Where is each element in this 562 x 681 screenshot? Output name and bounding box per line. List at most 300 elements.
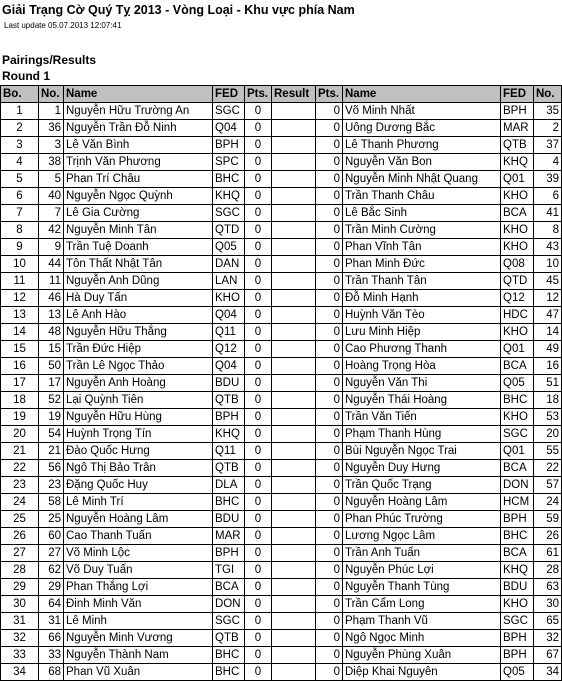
white-no-cell: 54: [39, 426, 64, 443]
white-no-cell: 27: [39, 545, 64, 562]
header-result: Result: [272, 86, 316, 103]
white-fed-cell: DLA: [213, 477, 245, 494]
white-name-cell: Nguyễn Minh Vương: [64, 630, 213, 647]
white-name-cell: Nguyễn Anh Dũng: [64, 273, 213, 290]
white-fed-cell: BPH: [213, 409, 245, 426]
result-cell: [272, 664, 316, 681]
table-row: [1, 426, 562, 443]
white-fed-cell: BDU: [213, 375, 245, 392]
white-fed-cell: QTB: [213, 460, 245, 477]
black-pts-cell: 0: [316, 256, 343, 273]
white-pts-cell: 0: [245, 494, 272, 511]
white-pts-cell: 0: [245, 205, 272, 222]
black-fed-cell: QTB: [501, 137, 534, 154]
result-cell: [272, 460, 316, 477]
white-name-cell: Lê Minh Trí: [64, 494, 213, 511]
result-cell: [272, 154, 316, 171]
black-name-cell: Nguyễn Thanh Tùng: [343, 579, 501, 596]
black-name-cell: Lương Ngọc Lâm: [343, 528, 501, 545]
black-no-cell: 12: [534, 290, 562, 307]
black-name-cell: Trần Thanh Châu: [343, 188, 501, 205]
white-name-cell: Phan Thắng Lợi: [64, 579, 213, 596]
black-pts-cell: 0: [316, 477, 343, 494]
black-fed-cell: DON: [501, 477, 534, 494]
black-no-cell: 4: [534, 154, 562, 171]
white-name-cell: Nguyễn Hữu Thắng: [64, 324, 213, 341]
black-no-cell: 6: [534, 188, 562, 205]
board-cell: 16: [1, 358, 39, 375]
black-pts-cell: 0: [316, 290, 343, 307]
black-fed-cell: KHO: [501, 324, 534, 341]
black-fed-cell: HDC: [501, 307, 534, 324]
board-cell: 5: [1, 171, 39, 188]
black-no-cell: 35: [534, 103, 562, 120]
white-name-cell: Hà Duy Tấn: [64, 290, 213, 307]
board-cell: 14: [1, 324, 39, 341]
black-pts-cell: 0: [316, 375, 343, 392]
black-name-cell: Uông Dương Bắc: [343, 120, 501, 137]
table-row: [1, 358, 562, 375]
white-fed-cell: BPH: [213, 545, 245, 562]
black-no-cell: 22: [534, 460, 562, 477]
white-no-cell: 1: [39, 103, 64, 120]
board-cell: 30: [1, 596, 39, 613]
black-fed-cell: BPH: [501, 511, 534, 528]
table-row: [1, 494, 562, 511]
white-name-cell: Võ Duy Tuấn: [64, 562, 213, 579]
black-pts-cell: 0: [316, 273, 343, 290]
black-pts-cell: 0: [316, 341, 343, 358]
white-fed-cell: Q05: [213, 239, 245, 256]
table-row: [1, 562, 562, 579]
white-no-cell: 3: [39, 137, 64, 154]
board-cell: 13: [1, 307, 39, 324]
black-pts-cell: 0: [316, 613, 343, 630]
black-fed-cell: Q01: [501, 171, 534, 188]
black-no-cell: 10: [534, 256, 562, 273]
black-fed-cell: MAR: [501, 120, 534, 137]
table-row: [1, 409, 562, 426]
white-no-cell: 17: [39, 375, 64, 392]
round-title: Round 1: [2, 69, 50, 83]
black-pts-cell: 0: [316, 409, 343, 426]
white-no-cell: 29: [39, 579, 64, 596]
result-cell: [272, 409, 316, 426]
black-name-cell: Phạm Thanh Hùng: [343, 426, 501, 443]
table-row: [1, 545, 562, 562]
board-cell: 2: [1, 120, 39, 137]
black-no-cell: 28: [534, 562, 562, 579]
black-no-cell: 16: [534, 358, 562, 375]
black-name-cell: Trần Thanh Tân: [343, 273, 501, 290]
white-fed-cell: Q11: [213, 324, 245, 341]
black-name-cell: Trần Quốc Trạng: [343, 477, 501, 494]
black-fed-cell: KHO: [501, 188, 534, 205]
white-name-cell: Trịnh Văn Phương: [64, 154, 213, 171]
white-pts-cell: 0: [245, 409, 272, 426]
black-pts-cell: 0: [316, 460, 343, 477]
white-pts-cell: 0: [245, 596, 272, 613]
board-cell: 19: [1, 409, 39, 426]
board-cell: 12: [1, 290, 39, 307]
white-pts-cell: 0: [245, 307, 272, 324]
black-no-cell: 20: [534, 426, 562, 443]
black-fed-cell: KHO: [501, 409, 534, 426]
black-fed-cell: Q01: [501, 341, 534, 358]
result-cell: [272, 443, 316, 460]
table-row: [1, 103, 562, 120]
white-pts-cell: 0: [245, 239, 272, 256]
header-black-fed: FED: [501, 86, 534, 103]
black-no-cell: 45: [534, 273, 562, 290]
header-black-name: Name: [343, 86, 501, 103]
black-name-cell: Lê Bắc Sinh: [343, 205, 501, 222]
white-no-cell: 38: [39, 154, 64, 171]
white-pts-cell: 0: [245, 545, 272, 562]
black-fed-cell: BCA: [501, 358, 534, 375]
board-cell: 1: [1, 103, 39, 120]
black-fed-cell: SGC: [501, 613, 534, 630]
board-cell: 4: [1, 154, 39, 171]
table-row: [1, 596, 562, 613]
header-black-no: No.: [534, 86, 562, 103]
table-row: [1, 511, 562, 528]
table-row: [1, 137, 562, 154]
black-fed-cell: Q05: [501, 375, 534, 392]
result-cell: [272, 103, 316, 120]
board-cell: 6: [1, 188, 39, 205]
white-no-cell: 21: [39, 443, 64, 460]
white-fed-cell: BCA: [213, 579, 245, 596]
white-name-cell: Trần Đức Hiệp: [64, 341, 213, 358]
white-no-cell: 58: [39, 494, 64, 511]
table-row: [1, 222, 562, 239]
black-fed-cell: Q12: [501, 290, 534, 307]
white-pts-cell: 0: [245, 324, 272, 341]
black-pts-cell: 0: [316, 528, 343, 545]
result-cell: [272, 562, 316, 579]
board-cell: 23: [1, 477, 39, 494]
white-no-cell: 36: [39, 120, 64, 137]
black-fed-cell: Q08: [501, 256, 534, 273]
header-row: [1, 86, 562, 103]
board-cell: 28: [1, 562, 39, 579]
white-pts-cell: 0: [245, 375, 272, 392]
white-no-cell: 19: [39, 409, 64, 426]
white-no-cell: 60: [39, 528, 64, 545]
black-pts-cell: 0: [316, 443, 343, 460]
black-name-cell: Võ Minh Nhất: [343, 103, 501, 120]
black-no-cell: 26: [534, 528, 562, 545]
board-cell: 22: [1, 460, 39, 477]
white-name-cell: Nguyễn Hữu Trường An: [64, 103, 213, 120]
black-pts-cell: 0: [316, 596, 343, 613]
black-no-cell: 32: [534, 630, 562, 647]
white-no-cell: 25: [39, 511, 64, 528]
table-row: [1, 647, 562, 664]
result-cell: [272, 511, 316, 528]
white-no-cell: 46: [39, 290, 64, 307]
white-no-cell: 11: [39, 273, 64, 290]
black-no-cell: 65: [534, 613, 562, 630]
table-row: [1, 613, 562, 630]
black-no-cell: 53: [534, 409, 562, 426]
black-name-cell: Phan Minh Đức: [343, 256, 501, 273]
black-pts-cell: 0: [316, 494, 343, 511]
black-pts-cell: 0: [316, 545, 343, 562]
result-cell: [272, 188, 316, 205]
white-fed-cell: Q04: [213, 358, 245, 375]
white-no-cell: 66: [39, 630, 64, 647]
white-name-cell: Ngô Thị Bảo Trân: [64, 460, 213, 477]
board-cell: 15: [1, 341, 39, 358]
result-cell: [272, 324, 316, 341]
black-name-cell: Cao Phương Thanh: [343, 341, 501, 358]
board-cell: 11: [1, 273, 39, 290]
result-cell: [272, 307, 316, 324]
black-name-cell: Nguyễn Minh Nhật Quang: [343, 171, 501, 188]
black-name-cell: Diệp Khai Nguyên: [343, 664, 501, 681]
white-pts-cell: 0: [245, 477, 272, 494]
black-pts-cell: 0: [316, 154, 343, 171]
table-row: [1, 324, 562, 341]
black-pts-cell: 0: [316, 647, 343, 664]
header-black-pts: Pts.: [316, 86, 343, 103]
black-fed-cell: BCA: [501, 545, 534, 562]
black-name-cell: Nguyễn Duy Hưng: [343, 460, 501, 477]
black-pts-cell: 0: [316, 324, 343, 341]
white-pts-cell: 0: [245, 664, 272, 681]
white-no-cell: 64: [39, 596, 64, 613]
white-no-cell: 40: [39, 188, 64, 205]
result-cell: [272, 256, 316, 273]
white-no-cell: 5: [39, 171, 64, 188]
table-row: [1, 443, 562, 460]
black-no-cell: 37: [534, 137, 562, 154]
black-pts-cell: 0: [316, 664, 343, 681]
table-row: [1, 307, 562, 324]
black-fed-cell: SGC: [501, 426, 534, 443]
black-no-cell: 39: [534, 171, 562, 188]
white-name-cell: Lê Anh Hào: [64, 307, 213, 324]
white-pts-cell: 0: [245, 171, 272, 188]
white-no-cell: 33: [39, 647, 64, 664]
white-pts-cell: 0: [245, 528, 272, 545]
result-cell: [272, 579, 316, 596]
table-row: [1, 171, 562, 188]
black-fed-cell: BCA: [501, 460, 534, 477]
white-no-cell: 15: [39, 341, 64, 358]
black-pts-cell: 0: [316, 137, 343, 154]
white-name-cell: Nguyễn Minh Tân: [64, 222, 213, 239]
white-fed-cell: QTB: [213, 392, 245, 409]
board-cell: 34: [1, 664, 39, 681]
white-name-cell: Cao Thanh Tuấn: [64, 528, 213, 545]
black-no-cell: 18: [534, 392, 562, 409]
white-name-cell: Lê Minh: [64, 613, 213, 630]
black-pts-cell: 0: [316, 392, 343, 409]
result-cell: [272, 426, 316, 443]
header-white-name: Name: [64, 86, 213, 103]
board-cell: 8: [1, 222, 39, 239]
white-name-cell: Đào Quốc Hưng: [64, 443, 213, 460]
page-title: Giải Trạng Cờ Quý Tỵ 2013 - Vòng Loại - Khu vực phía Nam: [2, 3, 355, 17]
black-pts-cell: 0: [316, 579, 343, 596]
black-no-cell: 8: [534, 222, 562, 239]
white-no-cell: 56: [39, 460, 64, 477]
table-row: [1, 664, 562, 681]
result-cell: [272, 120, 316, 137]
white-fed-cell: SPC: [213, 154, 245, 171]
white-no-cell: 48: [39, 324, 64, 341]
black-no-cell: 67: [534, 647, 562, 664]
black-name-cell: Bùi Nguyễn Ngọc Trai: [343, 443, 501, 460]
board-cell: 31: [1, 613, 39, 630]
board-cell: 27: [1, 545, 39, 562]
result-cell: [272, 273, 316, 290]
white-pts-cell: 0: [245, 137, 272, 154]
white-name-cell: Nguyễn Trần Đỗ Ninh: [64, 120, 213, 137]
black-pts-cell: 0: [316, 358, 343, 375]
white-pts-cell: 0: [245, 443, 272, 460]
white-fed-cell: Q04: [213, 120, 245, 137]
result-cell: [272, 647, 316, 664]
white-name-cell: Tôn Thất Nhật Tân: [64, 256, 213, 273]
result-cell: [272, 494, 316, 511]
result-cell: [272, 596, 316, 613]
white-name-cell: Huỳnh Trọng Tín: [64, 426, 213, 443]
white-pts-cell: 0: [245, 579, 272, 596]
white-no-cell: 62: [39, 562, 64, 579]
result-cell: [272, 613, 316, 630]
black-pts-cell: 0: [316, 222, 343, 239]
white-fed-cell: DON: [213, 596, 245, 613]
white-fed-cell: BHC: [213, 171, 245, 188]
pairings-table: [0, 85, 562, 681]
table-row: [1, 341, 562, 358]
black-name-cell: Ngô Ngọc Minh: [343, 630, 501, 647]
black-name-cell: Nguyễn Văn Bon: [343, 154, 501, 171]
black-fed-cell: KHQ: [501, 562, 534, 579]
white-no-cell: 7: [39, 205, 64, 222]
result-cell: [272, 528, 316, 545]
white-no-cell: 50: [39, 358, 64, 375]
board-cell: 20: [1, 426, 39, 443]
white-name-cell: Phan Vũ Xuân: [64, 664, 213, 681]
white-name-cell: Đặng Quốc Huy: [64, 477, 213, 494]
white-fed-cell: Q11: [213, 443, 245, 460]
black-fed-cell: BHC: [501, 392, 534, 409]
black-name-cell: Phan Vĩnh Tân: [343, 239, 501, 256]
board-cell: 7: [1, 205, 39, 222]
table-row: [1, 579, 562, 596]
white-pts-cell: 0: [245, 426, 272, 443]
black-name-cell: Trần Văn Tiến: [343, 409, 501, 426]
white-pts-cell: 0: [245, 630, 272, 647]
black-name-cell: Nguyễn Văn Thi: [343, 375, 501, 392]
black-no-cell: 34: [534, 664, 562, 681]
table-row: [1, 154, 562, 171]
result-cell: [272, 137, 316, 154]
black-fed-cell: HCM: [501, 494, 534, 511]
white-fed-cell: SGC: [213, 103, 245, 120]
white-fed-cell: LAN: [213, 273, 245, 290]
white-pts-cell: 0: [245, 392, 272, 409]
black-name-cell: Trần Cẩm Long: [343, 596, 501, 613]
black-no-cell: 47: [534, 307, 562, 324]
white-name-cell: Đinh Minh Văn: [64, 596, 213, 613]
result-cell: [272, 545, 316, 562]
board-cell: 32: [1, 630, 39, 647]
white-name-cell: Nguyễn Hoàng Lâm: [64, 511, 213, 528]
white-no-cell: 52: [39, 392, 64, 409]
black-no-cell: 55: [534, 443, 562, 460]
white-name-cell: Phan Trí Châu: [64, 171, 213, 188]
white-pts-cell: 0: [245, 647, 272, 664]
white-fed-cell: BHC: [213, 664, 245, 681]
black-no-cell: 2: [534, 120, 562, 137]
black-name-cell: Trần Minh Cường: [343, 222, 501, 239]
last-update-text: Last update 05.07.2013 12:07:41: [4, 21, 122, 30]
white-fed-cell: DAN: [213, 256, 245, 273]
result-cell: [272, 239, 316, 256]
black-fed-cell: BPH: [501, 630, 534, 647]
white-name-cell: Võ Minh Lộc: [64, 545, 213, 562]
white-fed-cell: Q12: [213, 341, 245, 358]
white-name-cell: Nguyễn Thành Nam: [64, 647, 213, 664]
white-fed-cell: BHC: [213, 647, 245, 664]
white-pts-cell: 0: [245, 290, 272, 307]
result-cell: [272, 358, 316, 375]
white-fed-cell: KHQ: [213, 188, 245, 205]
white-no-cell: 9: [39, 239, 64, 256]
board-cell: 17: [1, 375, 39, 392]
board-cell: 21: [1, 443, 39, 460]
board-cell: 18: [1, 392, 39, 409]
white-fed-cell: BPH: [213, 137, 245, 154]
black-name-cell: Huỳnh Văn Tèo: [343, 307, 501, 324]
table-row: [1, 630, 562, 647]
black-name-cell: Phan Phúc Trường: [343, 511, 501, 528]
white-no-cell: 42: [39, 222, 64, 239]
table-row: [1, 392, 562, 409]
black-fed-cell: BPH: [501, 103, 534, 120]
white-pts-cell: 0: [245, 222, 272, 239]
black-name-cell: Trần Anh Tuấn: [343, 545, 501, 562]
black-name-cell: Nguyễn Hoàng Lâm: [343, 494, 501, 511]
white-fed-cell: KHO: [213, 290, 245, 307]
white-pts-cell: 0: [245, 460, 272, 477]
white-no-cell: 31: [39, 613, 64, 630]
black-pts-cell: 0: [316, 188, 343, 205]
black-pts-cell: 0: [316, 307, 343, 324]
black-no-cell: 59: [534, 511, 562, 528]
section-title: Pairings/Results: [2, 53, 97, 67]
black-fed-cell: KHO: [501, 222, 534, 239]
black-pts-cell: 0: [316, 630, 343, 647]
black-name-cell: Lê Thanh Phương: [343, 137, 501, 154]
black-pts-cell: 0: [316, 120, 343, 137]
board-cell: 3: [1, 137, 39, 154]
board-cell: 9: [1, 239, 39, 256]
table-row: [1, 120, 562, 137]
white-pts-cell: 0: [245, 341, 272, 358]
white-fed-cell: BHC: [213, 494, 245, 511]
black-pts-cell: 0: [316, 426, 343, 443]
black-pts-cell: 0: [316, 562, 343, 579]
header-white-no: No.: [39, 86, 64, 103]
black-name-cell: Đỗ Minh Hạnh: [343, 290, 501, 307]
